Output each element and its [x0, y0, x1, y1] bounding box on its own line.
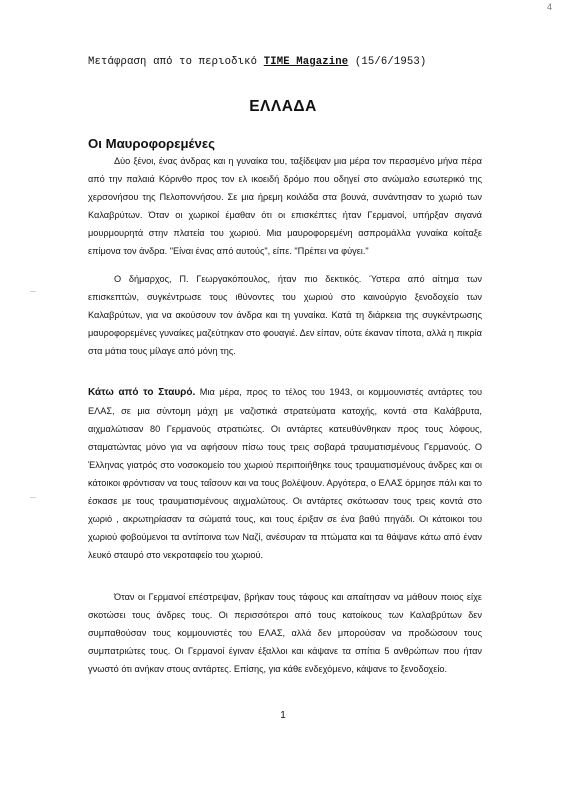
- magazine-name: TIME Magazine: [263, 56, 349, 68]
- page-title: ΕΛΛΑΔΑ: [249, 98, 317, 115]
- paragraph-3: [88, 383, 482, 564]
- paragraph-block-1: [88, 152, 482, 260]
- paragraph-block-3: [88, 383, 482, 564]
- page-number: 1: [280, 710, 286, 721]
- source-prefix: Μετάφραση από το περιοδικό: [88, 56, 258, 68]
- source-date: (15/6/1953): [354, 56, 427, 68]
- punch-hole-mark: [30, 497, 36, 498]
- subsection-lead-in: Κάτω από το Σταυρό.: [88, 387, 196, 398]
- paragraph-1: Δύο ξένοι, ένας άνδρας και η γυναίκα του, ταξίδεψαν μια μέρα τον περασμένο μήνα πέρα από την παλαιά Κόρινθο προς τον ελ ικοειδή δρόμο που οδηγεί στο ανώμαλο εσωτερικό της χερσονήσου της Πελοποννήσου. Σε μια ήρεμη κοιλάδα στα βουνά, συνάντησαν το χωριό των Καλαβρύτων. Όταν οι χωρικοί έμαθαν ότι οι επισκέπτες ήταν Γερμανοί, υπήρξαν σιγανά μουρμουρητά στην πλατεία του χωριού. Μια μαυροφορεμένη ασπρομάλλα γυναίκα κοίταξε επίμονα τον άνδρα. "Είναι ένας από αυτούς", είπε. "Πρέπει να φύγει.": [88, 156, 482, 256]
- paragraph-block-2: [88, 270, 482, 360]
- paragraph-block-4: [88, 588, 482, 678]
- section-heading: Οι Μαυροφορεμένες: [88, 136, 215, 151]
- source-header: [88, 56, 508, 68]
- punch-hole-mark: [30, 291, 36, 292]
- paragraph-2: Ο δήμαρχος, Π. Γεωργακόπουλος, ήταν πιο δεκτικός. Ύστερα από αίτημα των επισκεπτών, συγκέντρωσε τους ιθύνοντες του χωριού στο καινούργιο ξενοδοχείο των Καλαβρύτων, για να ακούσουν τον άνδρα και τη γυναίκα. Κατά τη διάρκεια της συγκέντρωσης μαυροφορεμένες γυναίκες μαζεύτηκαν στο φουαγιέ. Δεν είπαν, ούτε έκαναν τίποτα, αλλά η πικρία στα μάτια τους μίλαγε από μόνη της.: [88, 274, 482, 356]
- corner-page-mark: 4: [546, 2, 552, 12]
- paragraph-3-text: Μια μέρα, προς το τέλος του 1943, οι κομμουνιστές αντάρτες του ΕΛΑΣ, σε μια σύντομη μάχη με ναζιστικά στρατεύματα κατοχής, κοντά στα Καλάβρυτα, αιχμαλώτισαν 80 Γερμανούς στρατιώτες. Οι αντάρτες κατευθύνθηκαν προς τους λόφους, σταματώντας μόνο για να αφήσουν πίσω τους τρεις σοβαρά τραυματισμένους Γερμανούς. Ο Έλληνας γιατρός στο νοσοκομείο του χωριού περιποιήθηκε τους τραυματισμένους άνδρες και οι κάτοικοι φρόντισαν να τους ταΐσουν και να τους βολέψουν. Αργότερα, ο ΕΛΑΣ όρμησε πάλι και το έσκασε με τους τραυματισμένους αιχμαλώτους. Οι αντάρτες σκότωσαν τους τρεις κοντά στο χωριό , ακρωτηρίασαν τα σώματά τους, και τους έριξαν σε ένα βαθύ πηγάδι. Οι κάτοικοι του χωριού φοβούμενοι τα αντίποινα των Ναζί, ανέσυραν τα πτώματα και τα θάψανε κάτω από έναν λευκό σταυρό στο νεκροταφείο του χωριού.: [88, 387, 482, 560]
- paragraph-4: Όταν οι Γερμανοί επέστρεψαν, βρήκαν τους τάφους και απαίτησαν να μάθουν ποιος είχε σκοτώσει τους άνδρες τους. Οι περισσότεροι από τους κατοίκους των Καλαβρύτων δεν συμπαθούσαν τους κομμουνιστές του ΕΛΑΣ, αλλά δεν μπορούσαν να προδώσουν τους συμπατριώτες τους. Οι Γερμανοί έγιναν έξαλλοι και κάψανε τα σπίτια 5 ανθρώπων που ήταν γνωστό ότι ανήκαν στους αντάρτες. Επίσης, για κάθε ενδεχόμενο, κάψανε το ξενοδοχείο.: [88, 592, 482, 674]
